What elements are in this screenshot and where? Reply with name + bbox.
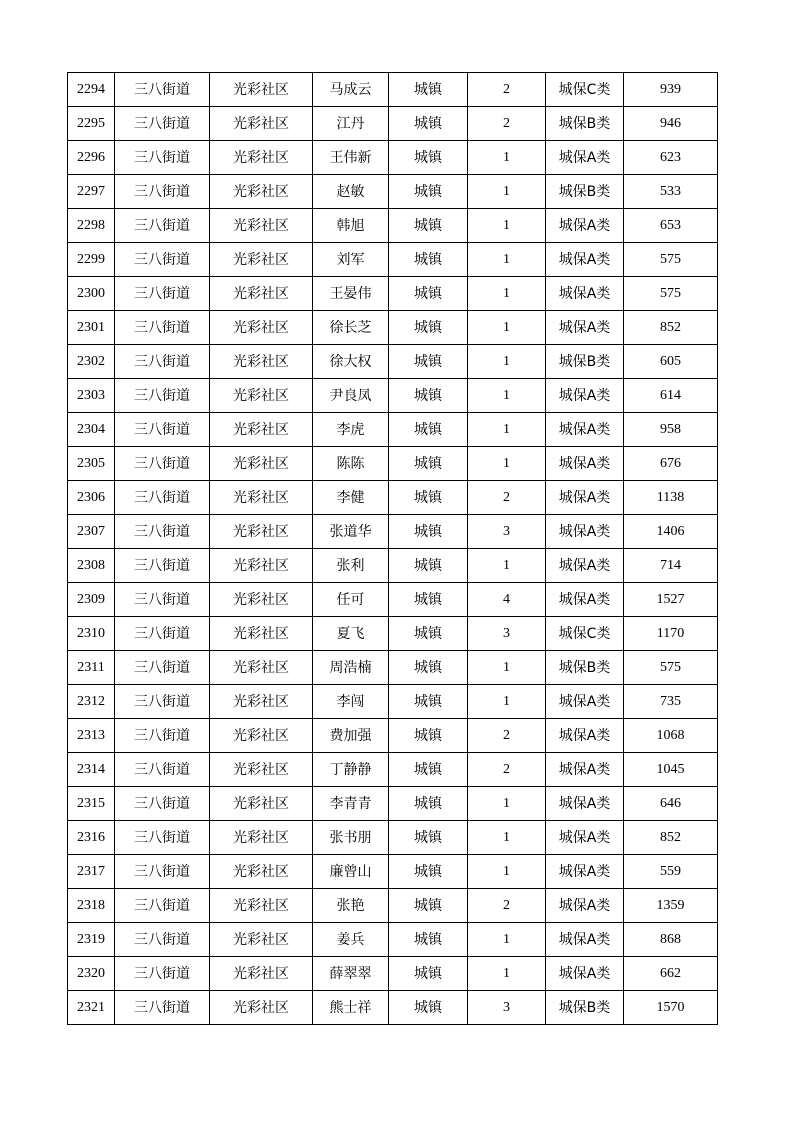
- household-size-cell: 2: [468, 107, 546, 141]
- community-cell: 光彩社区: [210, 209, 313, 243]
- household-type-cell: 城镇: [389, 753, 468, 787]
- table-row: [68, 685, 718, 719]
- table-row: [68, 889, 718, 923]
- category-cell: 城保A类: [546, 957, 624, 991]
- row-number-cell: 2304: [68, 413, 115, 447]
- table-row: [68, 617, 718, 651]
- amount-cell: 946: [624, 107, 718, 141]
- household-type-cell: 城镇: [389, 73, 468, 107]
- name-cell: 马成云: [313, 73, 389, 107]
- name-cell: 张艳: [313, 889, 389, 923]
- amount-cell: 662: [624, 957, 718, 991]
- name-cell: 李青青: [313, 787, 389, 821]
- household-size-cell: 1: [468, 923, 546, 957]
- name-cell: 张书朋: [313, 821, 389, 855]
- table-row: [68, 923, 718, 957]
- household-type-cell: 城镇: [389, 515, 468, 549]
- household-type-cell: 城镇: [389, 141, 468, 175]
- community-cell: 光彩社区: [210, 243, 313, 277]
- amount-cell: 714: [624, 549, 718, 583]
- table-row: [68, 141, 718, 175]
- amount-cell: 559: [624, 855, 718, 889]
- subdistrict-cell: 三八街道: [115, 685, 210, 719]
- name-cell: 费加强: [313, 719, 389, 753]
- subdistrict-cell: 三八街道: [115, 481, 210, 515]
- row-number-cell: 2319: [68, 923, 115, 957]
- table-row: [68, 549, 718, 583]
- subdistrict-cell: 三八街道: [115, 787, 210, 821]
- subdistrict-cell: 三八街道: [115, 719, 210, 753]
- subdistrict-cell: 三八街道: [115, 175, 210, 209]
- row-number-cell: 2300: [68, 277, 115, 311]
- household-size-cell: 3: [468, 617, 546, 651]
- household-type-cell: 城镇: [389, 821, 468, 855]
- subdistrict-cell: 三八街道: [115, 345, 210, 379]
- household-size-cell: 1: [468, 787, 546, 821]
- amount-cell: 1170: [624, 617, 718, 651]
- name-cell: 张利: [313, 549, 389, 583]
- table-row: [68, 651, 718, 685]
- name-cell: 徐长芝: [313, 311, 389, 345]
- community-cell: 光彩社区: [210, 413, 313, 447]
- household-type-cell: 城镇: [389, 379, 468, 413]
- household-type-cell: 城镇: [389, 413, 468, 447]
- category-cell: 城保B类: [546, 175, 624, 209]
- household-size-cell: 2: [468, 481, 546, 515]
- household-size-cell: 1: [468, 685, 546, 719]
- household-size-cell: 1: [468, 209, 546, 243]
- name-cell: 李虎: [313, 413, 389, 447]
- household-type-cell: 城镇: [389, 175, 468, 209]
- amount-cell: 1068: [624, 719, 718, 753]
- table-row: [68, 107, 718, 141]
- subdistrict-cell: 三八街道: [115, 889, 210, 923]
- community-cell: 光彩社区: [210, 175, 313, 209]
- category-cell: 城保A类: [546, 141, 624, 175]
- subdistrict-cell: 三八街道: [115, 855, 210, 889]
- category-cell: 城保A类: [546, 549, 624, 583]
- name-cell: 徐大权: [313, 345, 389, 379]
- row-number-cell: 2311: [68, 651, 115, 685]
- table-body: [68, 73, 718, 1025]
- row-number-cell: 2320: [68, 957, 115, 991]
- amount-cell: 868: [624, 923, 718, 957]
- household-type-cell: 城镇: [389, 787, 468, 821]
- household-size-cell: 2: [468, 889, 546, 923]
- name-cell: 廉曾山: [313, 855, 389, 889]
- subdistrict-cell: 三八街道: [115, 651, 210, 685]
- category-cell: 城保A类: [546, 583, 624, 617]
- name-cell: 姜兵: [313, 923, 389, 957]
- category-cell: 城保A类: [546, 685, 624, 719]
- name-cell: 李闯: [313, 685, 389, 719]
- subdistrict-cell: 三八街道: [115, 243, 210, 277]
- row-number-cell: 2299: [68, 243, 115, 277]
- category-cell: 城保A类: [546, 243, 624, 277]
- table-row: [68, 787, 718, 821]
- table-row: [68, 481, 718, 515]
- category-cell: 城保A类: [546, 719, 624, 753]
- household-type-cell: 城镇: [389, 583, 468, 617]
- row-number-cell: 2297: [68, 175, 115, 209]
- amount-cell: 1406: [624, 515, 718, 549]
- name-cell: 王晏伟: [313, 277, 389, 311]
- table-row: [68, 719, 718, 753]
- amount-cell: 1570: [624, 991, 718, 1025]
- row-number-cell: 2305: [68, 447, 115, 481]
- category-cell: 城保B类: [546, 345, 624, 379]
- community-cell: 光彩社区: [210, 685, 313, 719]
- subdistrict-cell: 三八街道: [115, 549, 210, 583]
- name-cell: 王伟新: [313, 141, 389, 175]
- name-cell: 刘军: [313, 243, 389, 277]
- row-number-cell: 2295: [68, 107, 115, 141]
- name-cell: 熊士祥: [313, 991, 389, 1025]
- household-size-cell: 1: [468, 549, 546, 583]
- row-number-cell: 2306: [68, 481, 115, 515]
- community-cell: 光彩社区: [210, 141, 313, 175]
- row-number-cell: 2303: [68, 379, 115, 413]
- table-row: [68, 413, 718, 447]
- household-size-cell: 3: [468, 991, 546, 1025]
- category-cell: 城保B类: [546, 991, 624, 1025]
- name-cell: 韩旭: [313, 209, 389, 243]
- household-type-cell: 城镇: [389, 243, 468, 277]
- amount-cell: 852: [624, 311, 718, 345]
- household-size-cell: 1: [468, 413, 546, 447]
- amount-cell: 623: [624, 141, 718, 175]
- table-row: [68, 447, 718, 481]
- table-row: [68, 175, 718, 209]
- amount-cell: 653: [624, 209, 718, 243]
- subdistrict-cell: 三八街道: [115, 515, 210, 549]
- household-size-cell: 1: [468, 447, 546, 481]
- subdistrict-cell: 三八街道: [115, 583, 210, 617]
- household-size-cell: 1: [468, 277, 546, 311]
- community-cell: 光彩社区: [210, 515, 313, 549]
- row-number-cell: 2312: [68, 685, 115, 719]
- community-cell: 光彩社区: [210, 889, 313, 923]
- category-cell: 城保C类: [546, 73, 624, 107]
- household-type-cell: 城镇: [389, 277, 468, 311]
- amount-cell: 958: [624, 413, 718, 447]
- category-cell: 城保A类: [546, 515, 624, 549]
- amount-cell: 605: [624, 345, 718, 379]
- household-type-cell: 城镇: [389, 855, 468, 889]
- name-cell: 薛翠翠: [313, 957, 389, 991]
- row-number-cell: 2307: [68, 515, 115, 549]
- category-cell: 城保A类: [546, 277, 624, 311]
- community-cell: 光彩社区: [210, 583, 313, 617]
- household-size-cell: 1: [468, 243, 546, 277]
- amount-cell: 735: [624, 685, 718, 719]
- subdistrict-cell: 三八街道: [115, 73, 210, 107]
- household-size-cell: 2: [468, 719, 546, 753]
- category-cell: 城保A类: [546, 447, 624, 481]
- household-type-cell: 城镇: [389, 889, 468, 923]
- household-size-cell: 3: [468, 515, 546, 549]
- subdistrict-cell: 三八街道: [115, 379, 210, 413]
- community-cell: 光彩社区: [210, 651, 313, 685]
- amount-cell: 575: [624, 277, 718, 311]
- household-type-cell: 城镇: [389, 651, 468, 685]
- household-type-cell: 城镇: [389, 957, 468, 991]
- name-cell: 赵敏: [313, 175, 389, 209]
- category-cell: 城保C类: [546, 617, 624, 651]
- table-row: [68, 277, 718, 311]
- subdistrict-cell: 三八街道: [115, 107, 210, 141]
- household-size-cell: 1: [468, 345, 546, 379]
- table-row: [68, 345, 718, 379]
- subdistrict-cell: 三八街道: [115, 753, 210, 787]
- amount-cell: 646: [624, 787, 718, 821]
- row-number-cell: 2296: [68, 141, 115, 175]
- household-type-cell: 城镇: [389, 107, 468, 141]
- household-size-cell: 1: [468, 957, 546, 991]
- category-cell: 城保A类: [546, 889, 624, 923]
- category-cell: 城保A类: [546, 855, 624, 889]
- household-type-cell: 城镇: [389, 345, 468, 379]
- subdistrict-cell: 三八街道: [115, 821, 210, 855]
- community-cell: 光彩社区: [210, 277, 313, 311]
- row-number-cell: 2298: [68, 209, 115, 243]
- amount-cell: 533: [624, 175, 718, 209]
- community-cell: 光彩社区: [210, 753, 313, 787]
- amount-cell: 852: [624, 821, 718, 855]
- household-size-cell: 1: [468, 821, 546, 855]
- name-cell: 任可: [313, 583, 389, 617]
- community-cell: 光彩社区: [210, 311, 313, 345]
- community-cell: 光彩社区: [210, 481, 313, 515]
- community-cell: 光彩社区: [210, 923, 313, 957]
- community-cell: 光彩社区: [210, 821, 313, 855]
- category-cell: 城保A类: [546, 413, 624, 447]
- row-number-cell: 2316: [68, 821, 115, 855]
- table-row: [68, 311, 718, 345]
- amount-cell: 1138: [624, 481, 718, 515]
- household-size-cell: 1: [468, 855, 546, 889]
- household-size-cell: 1: [468, 141, 546, 175]
- table-row: [68, 821, 718, 855]
- community-cell: 光彩社区: [210, 379, 313, 413]
- category-cell: 城保A类: [546, 923, 624, 957]
- subdistrict-cell: 三八街道: [115, 991, 210, 1025]
- name-cell: 张道华: [313, 515, 389, 549]
- household-type-cell: 城镇: [389, 685, 468, 719]
- row-number-cell: 2321: [68, 991, 115, 1025]
- community-cell: 光彩社区: [210, 617, 313, 651]
- community-cell: 光彩社区: [210, 107, 313, 141]
- amount-cell: 939: [624, 73, 718, 107]
- category-cell: 城保A类: [546, 379, 624, 413]
- category-cell: 城保A类: [546, 787, 624, 821]
- household-type-cell: 城镇: [389, 549, 468, 583]
- name-cell: 周浩楠: [313, 651, 389, 685]
- name-cell: 尹良凤: [313, 379, 389, 413]
- household-size-cell: 1: [468, 379, 546, 413]
- household-type-cell: 城镇: [389, 447, 468, 481]
- household-type-cell: 城镇: [389, 311, 468, 345]
- table-row: [68, 991, 718, 1025]
- amount-cell: 676: [624, 447, 718, 481]
- community-cell: 光彩社区: [210, 549, 313, 583]
- household-type-cell: 城镇: [389, 923, 468, 957]
- community-cell: 光彩社区: [210, 345, 313, 379]
- community-cell: 光彩社区: [210, 787, 313, 821]
- subdistrict-cell: 三八街道: [115, 141, 210, 175]
- row-number-cell: 2308: [68, 549, 115, 583]
- category-cell: 城保B类: [546, 651, 624, 685]
- amount-cell: 575: [624, 651, 718, 685]
- amount-cell: 614: [624, 379, 718, 413]
- household-size-cell: 1: [468, 651, 546, 685]
- row-number-cell: 2310: [68, 617, 115, 651]
- amount-cell: 1527: [624, 583, 718, 617]
- amount-cell: 575: [624, 243, 718, 277]
- name-cell: 江丹: [313, 107, 389, 141]
- table-row: [68, 243, 718, 277]
- household-size-cell: 2: [468, 753, 546, 787]
- table-row: [68, 855, 718, 889]
- community-cell: 光彩社区: [210, 73, 313, 107]
- subdistrict-cell: 三八街道: [115, 957, 210, 991]
- table-row: [68, 957, 718, 991]
- subdistrict-cell: 三八街道: [115, 311, 210, 345]
- household-type-cell: 城镇: [389, 481, 468, 515]
- name-cell: 陈陈: [313, 447, 389, 481]
- name-cell: 李健: [313, 481, 389, 515]
- household-size-cell: 1: [468, 175, 546, 209]
- subdistrict-cell: 三八街道: [115, 277, 210, 311]
- subdistrict-cell: 三八街道: [115, 923, 210, 957]
- row-number-cell: 2309: [68, 583, 115, 617]
- category-cell: 城保A类: [546, 209, 624, 243]
- row-number-cell: 2315: [68, 787, 115, 821]
- table-row: [68, 583, 718, 617]
- table-row: [68, 753, 718, 787]
- row-number-cell: 2317: [68, 855, 115, 889]
- household-size-cell: 1: [468, 311, 546, 345]
- subdistrict-cell: 三八街道: [115, 413, 210, 447]
- amount-cell: 1359: [624, 889, 718, 923]
- household-size-cell: 2: [468, 73, 546, 107]
- community-cell: 光彩社区: [210, 855, 313, 889]
- row-number-cell: 2294: [68, 73, 115, 107]
- category-cell: 城保B类: [546, 107, 624, 141]
- data-table: [67, 72, 718, 1025]
- subdistrict-cell: 三八街道: [115, 617, 210, 651]
- community-cell: 光彩社区: [210, 957, 313, 991]
- row-number-cell: 2302: [68, 345, 115, 379]
- household-type-cell: 城镇: [389, 209, 468, 243]
- category-cell: 城保A类: [546, 821, 624, 855]
- table-row: [68, 515, 718, 549]
- household-size-cell: 4: [468, 583, 546, 617]
- name-cell: 夏飞: [313, 617, 389, 651]
- category-cell: 城保A类: [546, 481, 624, 515]
- household-type-cell: 城镇: [389, 991, 468, 1025]
- community-cell: 光彩社区: [210, 719, 313, 753]
- row-number-cell: 2313: [68, 719, 115, 753]
- household-type-cell: 城镇: [389, 719, 468, 753]
- row-number-cell: 2314: [68, 753, 115, 787]
- subdistrict-cell: 三八街道: [115, 209, 210, 243]
- community-cell: 光彩社区: [210, 447, 313, 481]
- table-row: [68, 379, 718, 413]
- category-cell: 城保A类: [546, 753, 624, 787]
- table-row: [68, 209, 718, 243]
- name-cell: 丁静静: [313, 753, 389, 787]
- amount-cell: 1045: [624, 753, 718, 787]
- category-cell: 城保A类: [546, 311, 624, 345]
- table-row: [68, 73, 718, 107]
- subdistrict-cell: 三八街道: [115, 447, 210, 481]
- row-number-cell: 2318: [68, 889, 115, 923]
- household-type-cell: 城镇: [389, 617, 468, 651]
- community-cell: 光彩社区: [210, 991, 313, 1025]
- row-number-cell: 2301: [68, 311, 115, 345]
